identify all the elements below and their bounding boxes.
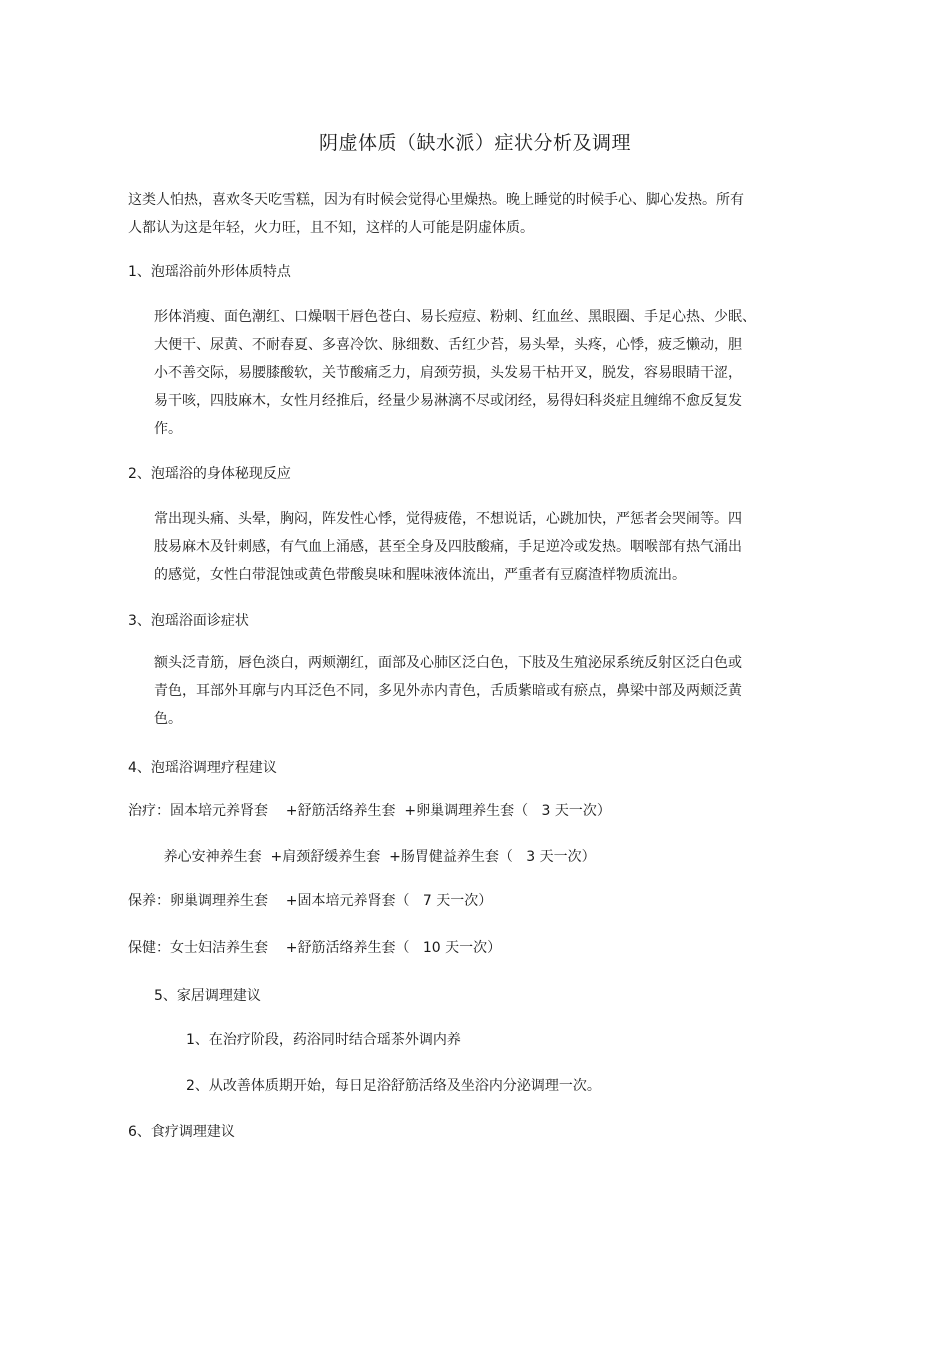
plan-row-treatment: 治疗：固本培元养肾套 +舒筋活络养生套 +卵巢调理养生套（ 3 天一次）: [128, 803, 611, 819]
plan-row-maintenance: 保养：卵巢调理养生套 +固本培元养肾套（ 7 天一次）: [128, 893, 493, 909]
section-1-line: 作。: [154, 421, 182, 437]
section-3-heading: 3、泡瑶浴面诊症状: [128, 613, 249, 629]
section-2-line: 肢易麻木及针刺感，有气血上涌感，甚至全身及四肢酸痛，手足逆冷或发热。咽喉部有热气涌出: [154, 539, 742, 555]
intro-line: 人都认为这是年轻，火力旺，且不知，这样的人可能是阴虚体质。: [128, 220, 534, 236]
home-care-item: 2、从改善体质期开始，每日足浴舒筋活络及坐浴内分泌调理一次。: [186, 1078, 601, 1094]
section-2-heading: 2、泡瑶浴的身体秘现反应: [128, 466, 291, 482]
section-1-line: 形体消瘦、面色潮红、口燥咽干唇色苍白、易长痘痘、粉刺、红血丝、黑眼圈、手足心热、少眠、: [154, 309, 756, 325]
section-1-body: [154, 303, 756, 443]
section-5-heading: 5、家居调理建议: [154, 988, 261, 1004]
section-1-line: 易干咳，四肢麻木，女性月经推后，经量少易淋漓不尽或闭经，易得妇科炎症且缠绵不愈反复发: [154, 393, 742, 409]
section-6-heading: 6、食疗调理建议: [128, 1124, 235, 1140]
intro-line: 这类人怕热，喜欢冬天吃雪糕，因为有时候会觉得心里燥热。晚上睡觉的时候手心、脚心发热。所有: [128, 192, 744, 208]
section-1-heading: 1、泡瑶浴前外形体质特点: [128, 264, 291, 280]
section-3-line: 额头泛青筋，唇色淡白，两颊潮红，面部及心肺区泛白色，下肢及生殖泌尿系统反射区泛白色或: [154, 655, 742, 671]
section-3-line: 色。: [154, 711, 182, 727]
section-3-body: [154, 649, 742, 733]
section-1-line: 小不善交际，易腰膝酸软，关节酸痛乏力，肩颈劳损，头发易干枯开叉，脱发，容易眼睛干涩，: [154, 365, 742, 381]
section-2-line: 的感觉，女性白带混蚀或黄色带酸臭味和腥味液体流出，严重者有豆腐渣样物质流出。: [154, 567, 686, 583]
home-care-item: 1、在治疗阶段，药浴同时结合瑶茶外调内养: [186, 1032, 461, 1048]
section-2-line: 常出现头痛、头晕，胸闷，阵发性心悸，觉得疲倦，不想说话，心跳加快，严惩者会哭闹等。四: [154, 511, 742, 527]
section-3-line: 青色，耳部外耳廓与内耳泛色不同，多见外赤内青色，舌质紫暗或有瘀点，鼻梁中部及两颊泛黄: [154, 683, 742, 699]
plan-row-health: 保健：女士妇洁养生套 +舒筋活络养生套（ 10 天一次）: [128, 940, 502, 956]
section-2-body: [154, 505, 742, 589]
document-title: 阴虚体质（缺水派）症状分析及调理: [318, 132, 631, 154]
section-1-line: 大便干、尿黄、不耐春夏、多喜冷饮、脉细数、舌红少苔，易头晕，头疼，心悸，疲乏懒动，胆: [154, 337, 742, 353]
plan-row-treatment-2: 养心安神养生套 +肩颈舒缓养生套 +肠胃健益养生套（ 3 天一次）: [128, 849, 596, 865]
intro-paragraph: [128, 186, 744, 242]
section-4-heading: 4、泡瑶浴调理疗程建议: [128, 760, 277, 776]
